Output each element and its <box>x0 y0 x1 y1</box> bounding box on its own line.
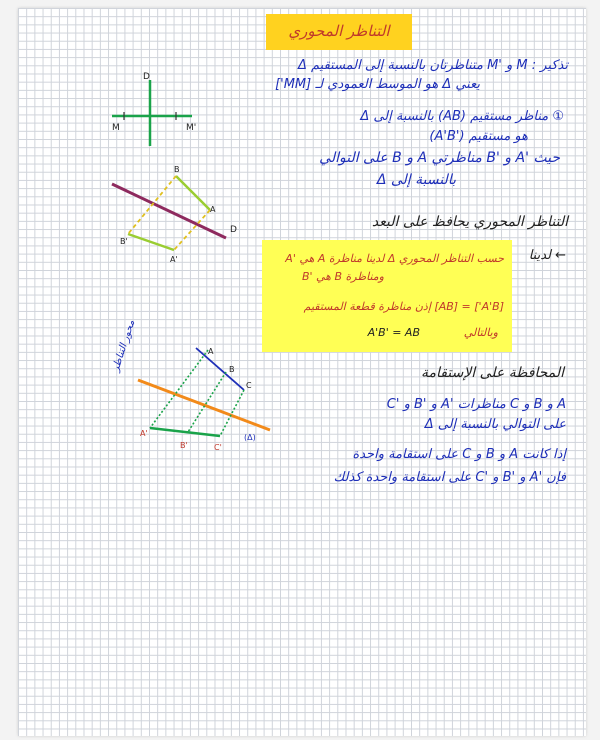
s2-heading: التناظر المحوري يحافظ على البعد <box>371 214 568 230</box>
figure-collinearity <box>110 318 270 452</box>
label-m-prime: M' <box>186 123 197 133</box>
label-c: C <box>246 381 252 390</box>
line-abc-prime <box>150 428 220 436</box>
line-abc <box>196 348 244 390</box>
box-line5: وبالتالي <box>463 326 498 339</box>
segment-a-prime-b-prime <box>128 234 174 250</box>
label-a-prime: A' <box>170 255 178 264</box>
label-a-prime: A' <box>140 429 148 438</box>
s1-line3: ① مناظر مستقيم (AB) بالنسبة إلى Δ <box>360 109 564 124</box>
s1-line5: حيث 'A و 'B مناظرتي A و B على التوالي <box>319 150 560 166</box>
s1-line6: بالنسبة إلى Δ <box>376 172 456 188</box>
s3-line1: A و B و C مناظرات 'A و 'B و 'C <box>386 397 566 412</box>
label-b: B <box>229 365 235 374</box>
s2-intro: ← لدينا <box>528 248 566 263</box>
label-c-prime: C' <box>214 443 222 452</box>
label-delta: (Δ) <box>244 433 256 442</box>
label-d: D <box>143 72 150 82</box>
label-b-prime: B' <box>180 441 188 450</box>
box-line4: A'B' = AB <box>367 326 420 339</box>
s3-line2: على التوالي بالنسبة إلى Δ <box>424 417 566 432</box>
box-line2: ومناظرة B هي 'B <box>301 270 384 283</box>
label-delta: D <box>230 225 237 235</box>
label-b: B <box>174 165 180 174</box>
s1-line1: تذكير : M و 'M متناظرتان بالنسبة إلى المستقيم Δ <box>297 58 568 73</box>
page-title: التناظر المحوري <box>288 22 390 40</box>
s3-heading: المحافظة على الإستقامة <box>421 365 564 381</box>
s1-line2: يعني Δ هو الموسط العمودي لـ [MM'] <box>275 77 480 92</box>
s3-line3: إذا كانت A و B و C على استقامة واحدة <box>352 447 566 462</box>
label-a: A <box>208 347 214 356</box>
figure-perpendicular-bisector <box>112 72 196 146</box>
construction-line <box>128 176 176 234</box>
label-a: A <box>210 205 216 214</box>
label-m: M <box>112 123 120 133</box>
box-line3: [A'B'] = [AB] إذن مناظرة قطعة المستقيم <box>303 300 504 313</box>
s3-line4: فإن 'A و 'B و 'C على استقامة واحدة كذلك <box>333 470 566 485</box>
label-b-prime: B' <box>120 237 128 246</box>
box-line1: حسب التناظر المحوري Δ لدينا مناظرة A هي 'A <box>285 252 504 265</box>
axis-label: محور التناظر <box>110 318 138 373</box>
figure-symmetric-segments <box>112 165 237 264</box>
segment-ab <box>176 176 210 210</box>
s1-line4: هو مستقيم ('A'B) <box>429 129 528 144</box>
